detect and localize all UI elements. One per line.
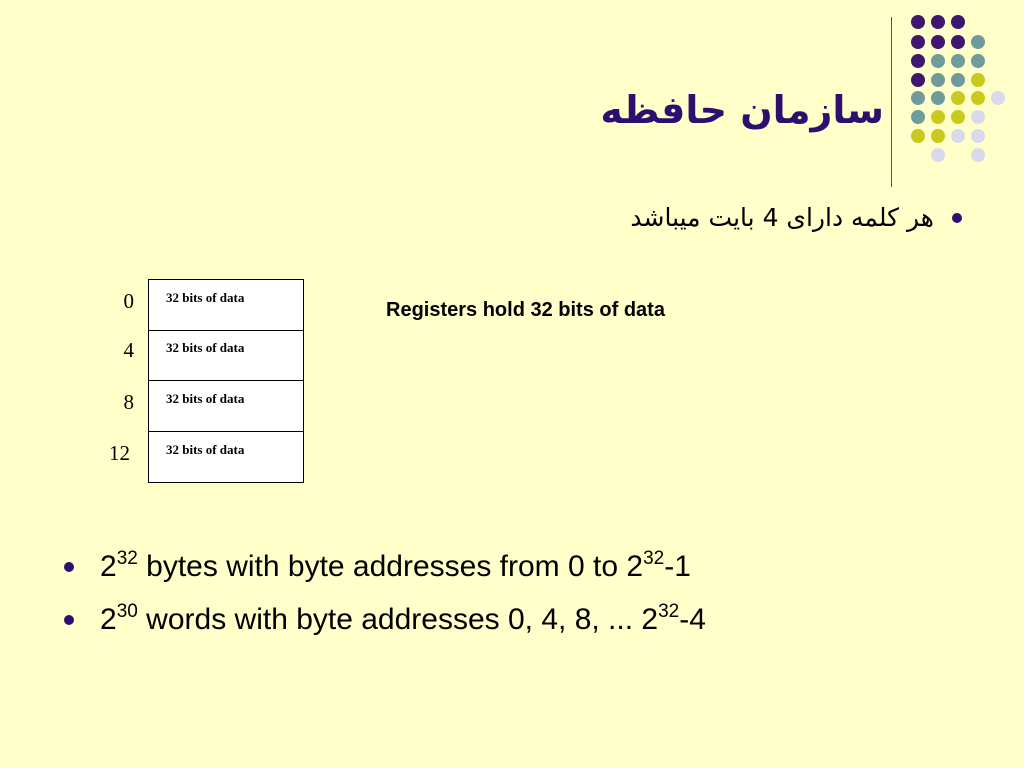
memory-word-content: 32 bits of data <box>166 391 245 406</box>
decorative-dot <box>951 91 965 105</box>
decorative-dot <box>911 35 925 49</box>
bullet-dot-icon <box>952 213 962 223</box>
decorative-dot <box>951 110 965 124</box>
decorative-dot <box>951 73 965 87</box>
decorative-dot <box>931 148 945 162</box>
bullet-item-bytes <box>64 550 691 584</box>
decorative-dot <box>911 15 925 29</box>
decorative-dot <box>911 91 925 105</box>
decorative-dot <box>911 110 925 124</box>
title-divider-line <box>891 17 892 187</box>
decorative-dot <box>951 35 965 49</box>
decorative-dot <box>971 110 985 124</box>
decorative-dot <box>931 35 945 49</box>
decorative-dot <box>931 129 945 143</box>
slide-title: سازمان حافظه <box>600 88 884 132</box>
bullet-text: $2^{30}$ words with byte addresses 0, 4, 8, ... $2^{32}-4$ <box>100 601 706 636</box>
bullet-dot-icon <box>64 615 74 625</box>
decorative-dot <box>971 35 985 49</box>
decorative-dot <box>951 54 965 68</box>
decorative-dot <box>951 129 965 143</box>
memory-word-cell <box>149 280 303 331</box>
decorative-dot <box>971 54 985 68</box>
address-label: 0 <box>123 289 134 313</box>
bullet-text: $2^{32}$ bytes with byte addresses from 0 to $2^{32}-1$ <box>100 548 691 583</box>
memory-word-cell <box>149 330 303 381</box>
decorative-dot <box>931 110 945 124</box>
decorative-dot <box>911 54 925 68</box>
decorative-dot <box>911 73 925 87</box>
decorative-dot <box>991 91 1005 105</box>
decorative-dot <box>971 129 985 143</box>
decorative-dot <box>971 91 985 105</box>
registers-note: Registers hold 32 bits of data <box>386 299 665 321</box>
memory-word-cell <box>149 432 303 483</box>
address-label: 12 <box>109 441 130 465</box>
bullet-item-words <box>64 603 706 637</box>
decorative-dot <box>931 15 945 29</box>
address-label: 4 <box>123 338 134 362</box>
address-label: 8 <box>123 390 134 414</box>
decorative-dot <box>931 73 945 87</box>
memory-word-table <box>148 279 304 483</box>
rtl-bullet-item <box>630 203 962 232</box>
decorative-dot <box>971 73 985 87</box>
memory-word-cell <box>149 381 303 432</box>
decorative-dot <box>971 148 985 162</box>
memory-word-content: 32 bits of data <box>166 290 245 305</box>
rtl-bullet-text: هر کلمه دارای 4 بایت میباشد <box>630 203 934 232</box>
decorative-dot <box>931 91 945 105</box>
decorative-dot <box>931 54 945 68</box>
decorative-dot <box>911 129 925 143</box>
bullet-dot-icon <box>64 562 74 572</box>
memory-word-content: 32 bits of data <box>166 442 245 457</box>
decorative-dot <box>951 15 965 29</box>
memory-word-content: 32 bits of data <box>166 340 245 355</box>
